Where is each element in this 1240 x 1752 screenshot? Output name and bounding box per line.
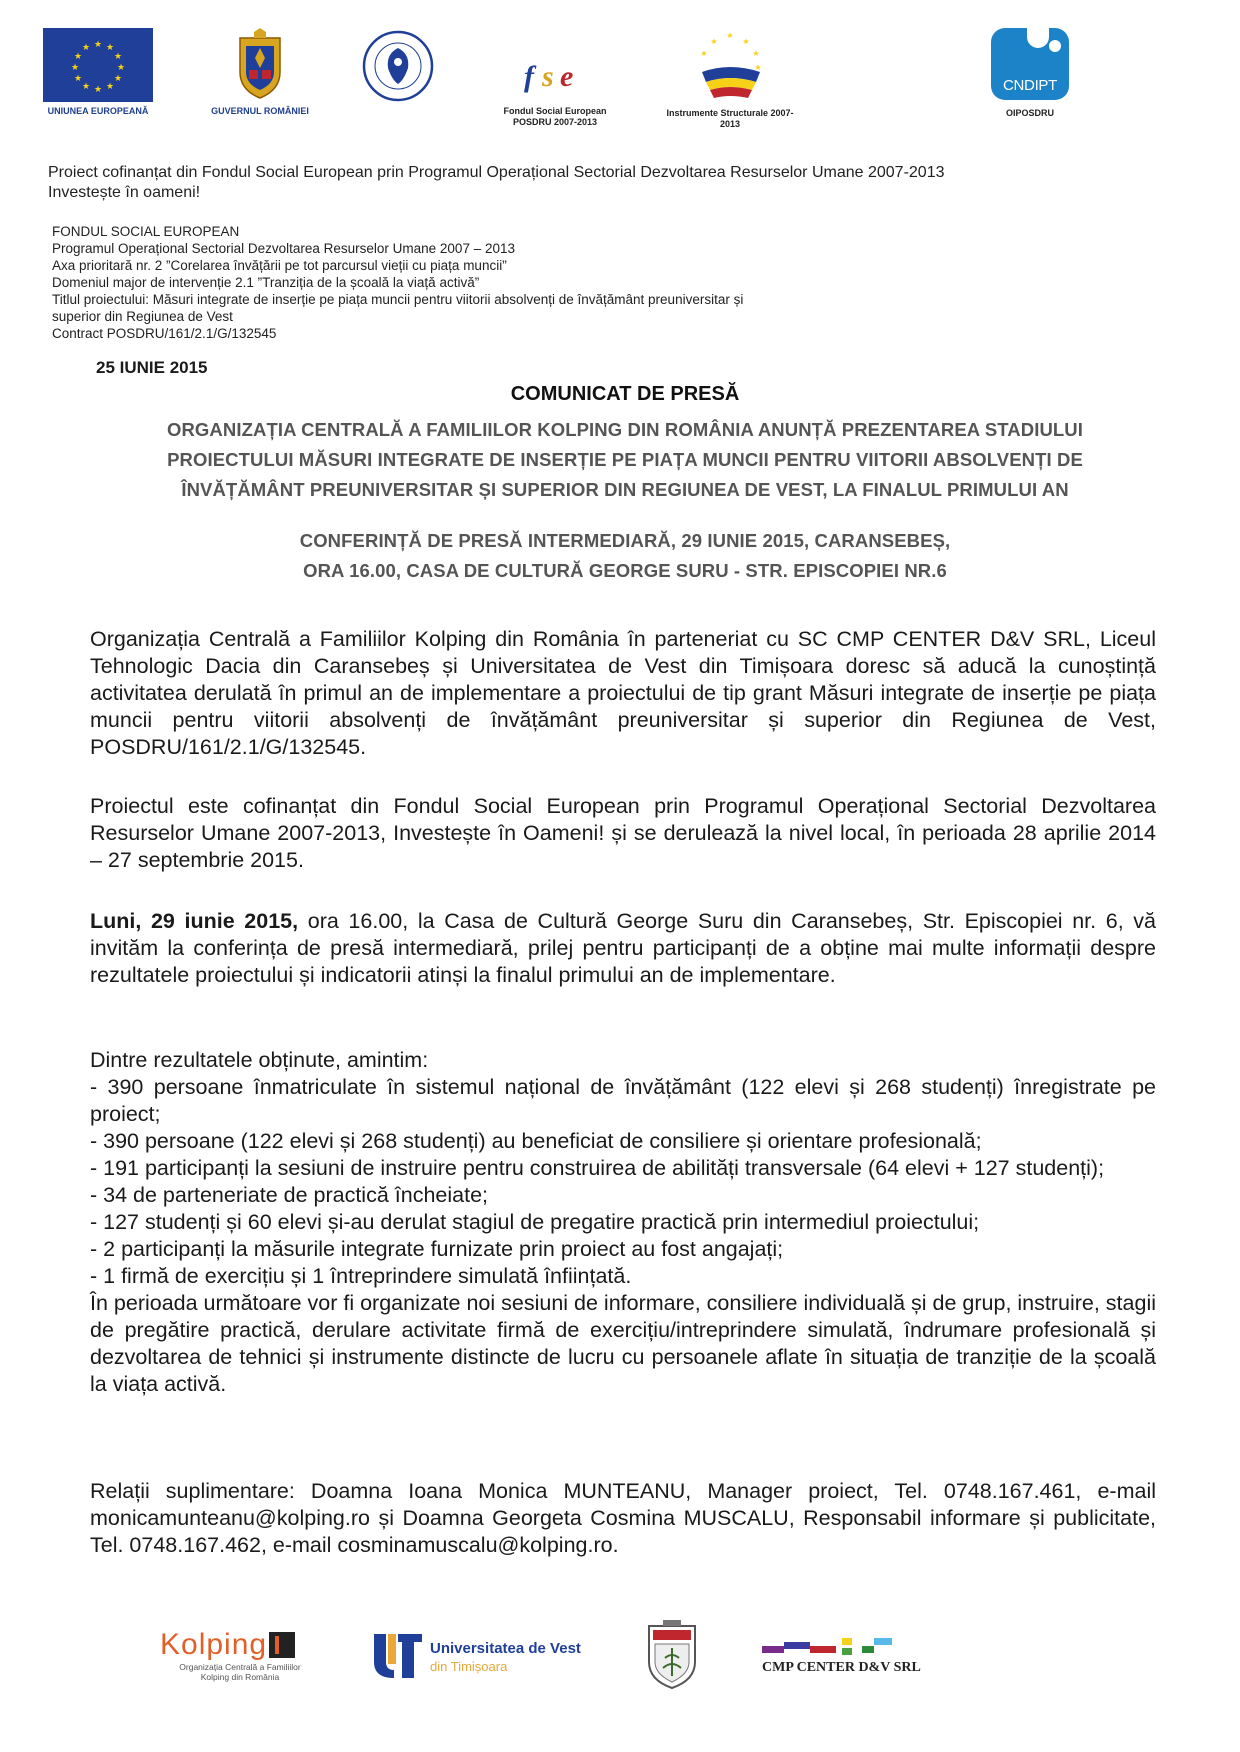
ministry-seal-logo [358,28,438,104]
cmp-bars-icon [762,1632,922,1656]
headline [80,415,1170,505]
meta-line: Axa prioritară nr. 2 ”Corelarea învățării pe tot parcursul vieții cu piața muncii” [52,258,507,273]
result-item: - 1 firmă de exercițiu și 1 întreprindere simulată înființată. [90,1264,632,1288]
eu-caption: UNIUNEA EUROPEANĂ [47,106,149,116]
headline-line: ÎNVĂȚĂMÂNT PREUNIVERSITAR ȘI SUPERIOR DIN REGIUNEA DE VEST, LA FINALUL PRIMULUI AN [181,479,1069,500]
meta-line: Titlul proiectului: Măsuri integrate de inserție pe piața muncii pentru viitorii absolvenți de învățământ preuniversitar și [52,292,744,307]
svg-text:e: e [560,60,574,93]
kolping-k-icon [269,1632,295,1658]
svg-text:f: f [524,60,534,93]
paragraph-contacts: Relații suplimentare: Doamna Ioana Monica MUNTEANU, Manager proiect, Tel. 0748.167.461, e-mail monicamunteanu@kolping.ro și Doamna Georgeta Cosmina MUSCALU, Responsabil informare și publicitate, Tel. 0748.167.462, e-mail cosminamuscalu@kolping.ro. [90,1479,1156,1557]
svg-text:★: ★ [93,84,103,94]
paragraph-partners: Organizația Centrală a Familiilor Kolping din România în parteneriat cu SC CMP CENTER D&V SRL, Liceul Tehnologic Dacia din Caransebeș și Universitatea de Vest din Timișoara doresc să aducă la cunoștință activitatea derulată în primul an de implementare a proiectului de tip grant Măsuri integrate de inserție pe piața muncii pentru viitorii absolvenți de învățământ preuniversitar și superior din Regiunea de Vest, POSDRU/161/2.1/G/132545. [90,627,1156,759]
svg-text:★: ★ [113,73,123,83]
svg-text:★: ★ [700,49,708,58]
kolping-subtitle-2: Kolping din România [200,1672,280,1682]
cndipt-mark-icon [991,28,1069,100]
svg-text:s: s [542,60,554,93]
svg-text:★: ★ [105,42,115,52]
svg-text:★: ★ [116,62,126,72]
eu-flag-icon [43,28,153,102]
fse-caption: Fondul Social European POSDRU 2007-2013 [503,106,607,127]
svg-text:★: ★ [93,39,103,49]
svg-text:★: ★ [73,51,83,61]
romania-crest-icon [232,28,288,100]
dacia-school-crest-icon [645,1618,699,1690]
conference-line: CONFERINȚĂ DE PRESĂ INTERMEDIARĂ, 29 IUNIE 2015, CARANSEBEȘ, [299,530,951,551]
results-section [90,1047,1156,1398]
result-item: - 390 persoane înmatriculate în sistemul național de învățământ (122 elevi și 268 studenți) înregistrate pe proiect; [90,1075,1156,1126]
meta-line: Domeniul major de intervenție 2.1 ”Tranziția de la școală la viață activă” [52,275,480,290]
paragraph-invitation [90,908,1156,989]
intro-line-2: Investește în oameni! [48,184,201,201]
svg-text:★: ★ [754,63,762,72]
meta-line: superior din Regiunea de Vest [52,309,233,324]
fse-mark-icon [520,48,590,98]
ministry-seal-icon [360,28,436,104]
svg-text:★: ★ [105,81,115,91]
uvt-city: din Timișoara [430,1659,508,1674]
uvt-mark-icon [372,1632,424,1680]
headline-line: PROIECTULUI MĂSURI INTEGRATE DE INSERȚIE PE PIAȚA MUNCII PENTRU VIITORII ABSOLVENȚI DE [167,449,1083,470]
intro-line-1: Proiect cofinanțat din Fondul Social European prin Programul Operațional Sectorial Dezvoltarea Resurselor Umane 2007-2013 [48,164,945,181]
kolping-word: Kolping [160,1628,268,1661]
kolping-subtitle-1: Organizația Centrală a Familiilor [179,1662,301,1672]
svg-text:★: ★ [710,37,718,46]
cmp-name: CMP CENTER D&V SRL [762,1660,921,1675]
paragraph-funding: Proiectul este cofinanțat din Fondul Social European prin Programul Operațional Sectorial Dezvoltarea Resurselor Umane 2007-2013, Investește în Oameni! și se derulează la nivel local, în perioada 28 aprilie 2014 – 27 septembrie 2015. [90,794,1156,872]
result-item: - 34 de parteneriate de practică încheiate; [90,1183,489,1207]
project-meta [52,223,952,342]
svg-text:★: ★ [742,37,750,46]
title-block [80,383,1170,586]
headline-line: ORGANIZAȚIA CENTRALĂ A FAMILIILOR KOLPING DIN ROMÂNIA ANUNȚĂ PREZENTAREA STADIULUI [166,419,1084,440]
structural-instruments-icon [690,28,770,104]
eu-logo [42,28,154,117]
uvt-logo [372,1632,602,1682]
cndipt-caption: OIPOSDRU [1005,108,1054,118]
result-item: - 390 persoane (122 elevi și 268 studenți) au beneficiat de consiliere și orientare profesională; [90,1129,982,1153]
result-item: - 127 studenți și 60 elevi și-au derulat stagiul de pregatire practică prin intermediul proiectului; [90,1210,980,1234]
structural-instruments-caption: Instrumente Structurale 2007-2013 [666,108,794,129]
conference-info [80,526,1170,586]
svg-text:★: ★ [113,51,123,61]
meta-line: Programul Operațional Sectorial Dezvoltarea Resurselor Umane 2007 – 2013 [52,241,515,256]
cndipt-logo [980,28,1080,119]
results-intro: Dintre rezultatele obținute, amintim: [90,1048,429,1072]
svg-text:★: ★ [752,49,760,58]
meta-line: Contract POSDRU/161/2.1/G/132545 [52,326,277,341]
invitation-date: Luni, 29 iunie 2015, [90,909,299,933]
invitation-text: ora 16.00, la Casa de Cultură George Suru din Caransebeș, Str. Episcopiei nr. 6, vă invităm la conferința de presă intermediară, prilej pentru participanți de a obține mai multe informații despre rezultatele proiectului și indicatorii atinși la finalul primului an de implementare. [90,909,1156,987]
svg-text:★: ★ [81,81,91,91]
gov-caption: GUVERNUL ROMÂNIEI [211,106,309,116]
cndipt-word: CNDIPT [1002,77,1058,94]
result-item: - 2 participanți la măsurile integrate furnizate prin proiect au fost angajați; [90,1237,784,1261]
intro-statement [48,163,1198,203]
svg-text:★: ★ [726,31,734,40]
cmp-center-logo [762,1632,922,1676]
footer-logos [0,1600,1240,1710]
kolping-logo [160,1628,320,1682]
header-logos [0,28,1240,148]
svg-text:★: ★ [73,73,83,83]
structural-instruments-logo [660,28,800,130]
svg-text:★: ★ [70,62,80,72]
uvt-name: Universitatea de Vest [430,1640,581,1657]
release-date: 25 IUNIE 2015 [96,358,208,377]
gov-logo [200,28,320,117]
results-outro: În perioada următoare vor fi organizate noi sesiuni de informare, consiliere individuală și de grup, instruire, stagii de pregătire practică, derulare activitate firmă de exercițiu/intreprindere simulată, îndrumare profesională și dezvoltarea de tehnici și instrumente distincte de lucru cu persoanele aflate în situația de tranziție de la școală la viața activă. [90,1291,1157,1396]
result-item: - 191 participanți la sesiuni de instruire pentru construirea de abilități transversale (64 elevi + 127 studenți); [90,1156,1105,1180]
svg-text:★: ★ [81,42,91,52]
fse-logo [490,28,620,128]
meta-line: FONDUL SOCIAL EUROPEAN [52,224,240,239]
conference-line: ORA 16.00, CASA DE CULTURĂ GEORGE SURU - STR. EPISCOPIEI NR.6 [303,560,947,581]
page-title: COMUNICAT DE PRESĂ [510,383,740,405]
